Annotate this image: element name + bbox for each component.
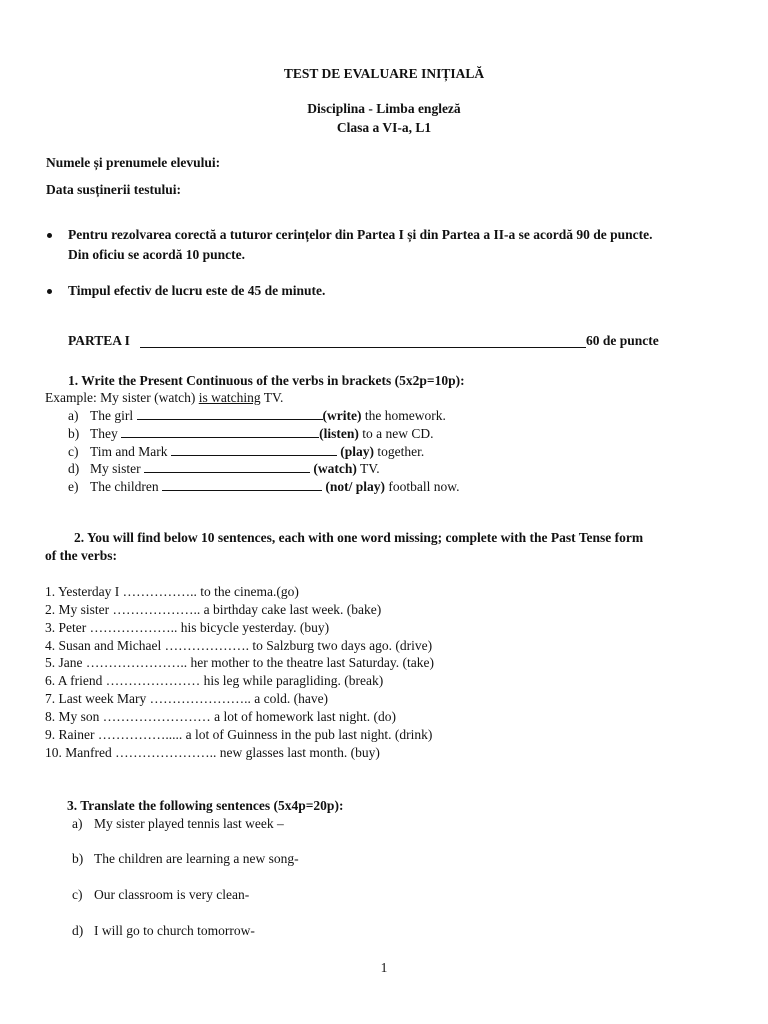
- item-letter: a): [72, 816, 83, 831]
- item-text: Tim and Mark: [90, 444, 171, 459]
- test-date-label: Data susținerii testului:: [46, 182, 181, 197]
- part-points: 60 de puncte: [586, 333, 659, 348]
- item-text: The girl: [90, 408, 137, 423]
- answer-blank[interactable]: [121, 427, 319, 438]
- item-text: I will go to church tomorrow-: [94, 923, 255, 938]
- ex1-example: [45, 390, 283, 406]
- item-text: The children: [90, 479, 162, 494]
- item-letter: c): [68, 444, 79, 459]
- item-letter: b): [68, 426, 80, 441]
- answer-blank[interactable]: [144, 462, 310, 473]
- ex1-heading: 1. Write the Present Continuous of the verbs in brackets (5x2p=10p):: [68, 373, 465, 388]
- discipline-label: Disciplina - Limba engleză: [307, 101, 461, 116]
- item-letter: d): [68, 461, 80, 476]
- ex2-sentence: 5. Jane ………………….. her mother to the theatre last Saturday. (take): [45, 655, 435, 670]
- item-letter: b): [72, 851, 84, 866]
- page-number: 1: [380, 960, 388, 975]
- ex2-sentence: 7. Last week Mary ………………….. a cold. (have): [45, 691, 329, 706]
- item-letter: d): [72, 923, 84, 938]
- item-text: Our classroom is very clean-: [94, 887, 250, 902]
- ex2-sentence: 2. My sister ……………….. a birthday cake last week. (bake): [45, 602, 382, 617]
- ex1-example-answer: is watching: [198, 390, 261, 405]
- instruction-points-line2: Din oficiu se acordă 10 puncte.: [68, 247, 245, 262]
- answer-blank[interactable]: [162, 480, 322, 491]
- item-text: TV.: [356, 461, 380, 476]
- bullet-icon: [47, 233, 52, 238]
- item-text: My sister played tennis last week –: [94, 816, 284, 831]
- ex2-sentence: 8. My son …………………… a lot of homework last night. (do): [45, 709, 396, 724]
- item-text: They: [90, 426, 122, 441]
- ex2-sentence: 10. Manfred ………………….. new glasses last month. (buy): [45, 745, 380, 760]
- answer-blank[interactable]: [137, 409, 323, 420]
- ex1-example-prefix: Example: My sister (watch): [45, 390, 199, 405]
- ex2-sentence: 1. Yesterday I …………….. to the cinema.(go): [45, 584, 299, 599]
- item-text: The children are learning a new song-: [94, 851, 299, 866]
- item-text: to a new CD.: [358, 426, 434, 441]
- ex2-sentence: 9. Rainer ……………..... a lot of Guinness in the pub last night. (drink): [45, 727, 433, 742]
- instruction-time: Timpul efectiv de lucru este de 45 de minute.: [68, 283, 326, 298]
- page-title: TEST DE EVALUARE INIȚIALĂ: [283, 66, 485, 81]
- class-label: Clasa a VI-a, L1: [336, 120, 432, 135]
- ex2-heading-line2: of the verbs:: [45, 548, 117, 563]
- item-text: together.: [374, 444, 425, 459]
- part-divider-line: [140, 347, 586, 348]
- ex2-sentence: 6. A friend ………………… his leg while paragliding. (break): [45, 673, 384, 688]
- bullet-icon: [47, 289, 52, 294]
- item-letter: c): [72, 887, 83, 902]
- item-verb: (not/ play): [321, 479, 385, 494]
- item-text: football now.: [385, 479, 460, 494]
- ex2-sentence: 4. Susan and Michael ………………. to Salzburg two days ago. (drive): [45, 638, 433, 653]
- item-verb: (write): [322, 408, 362, 423]
- ex2-heading-line1: 2. You will find below 10 sentences, each with one word missing; complete with the Past Tense form: [74, 530, 644, 545]
- ex3-heading: 3. Translate the following sentences (5x4p=20p):: [67, 798, 344, 813]
- item-letter: e): [68, 479, 79, 494]
- ex2-sentence: 3. Peter ……………….. his bicycle yesterday. (buy): [45, 620, 330, 635]
- answer-blank[interactable]: [171, 445, 337, 456]
- student-name-label: Numele și prenumele elevului:: [46, 155, 221, 170]
- part-label: PARTEA I: [68, 333, 130, 348]
- item-text: My sister: [90, 461, 144, 476]
- item-verb: (watch): [310, 461, 357, 476]
- item-text: the homework.: [361, 408, 446, 423]
- item-letter: a): [68, 408, 79, 423]
- item-verb: (play): [336, 444, 375, 459]
- item-verb: (listen): [319, 426, 359, 441]
- instruction-points-line1: Pentru rezolvarea corectă a tuturor cerințelor din Partea I și din Partea a II-a se acordă 90 de puncte.: [68, 227, 653, 242]
- ex1-example-suffix: TV.: [260, 390, 284, 405]
